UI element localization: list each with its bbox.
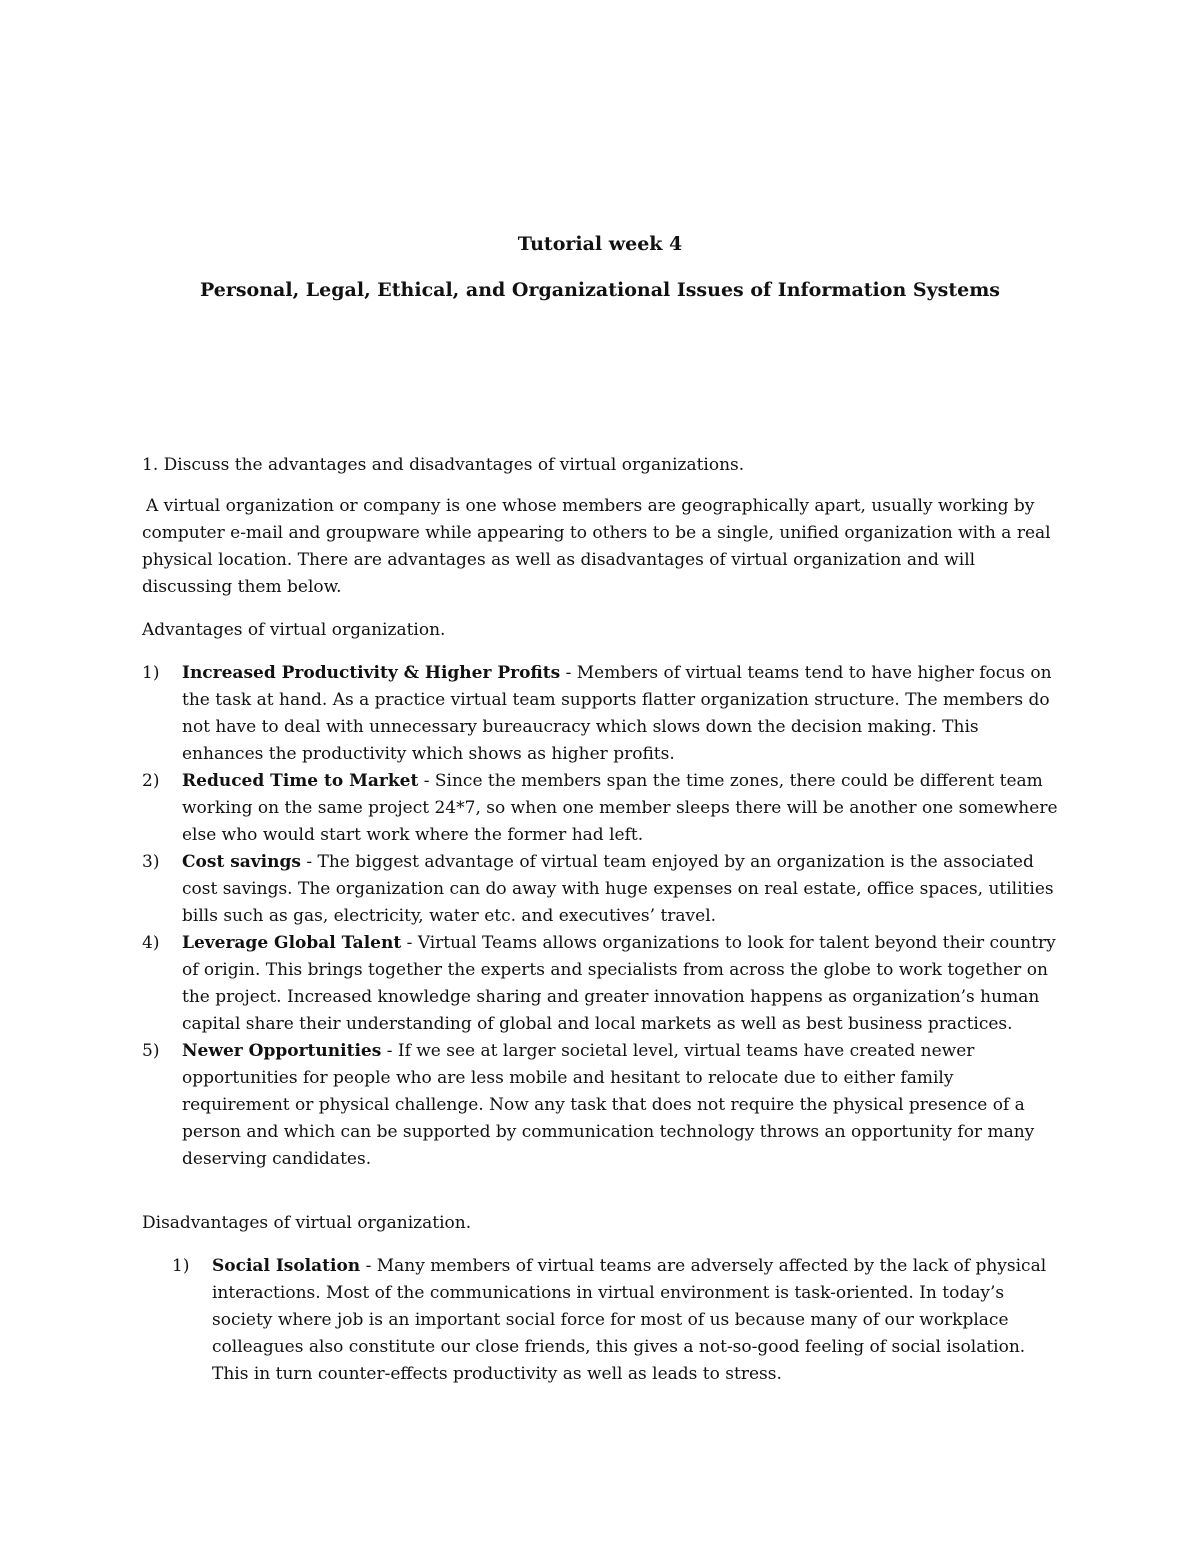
advantage-description: - Members of virtual teams tend to have higher focus on the task at hand. As a practice virtual team supports flatter organization structure. The members do not have to deal with unnecessary bureaucracy which slows down the decision making. This enhances the productivity which shows as higher profits. bbox=[182, 663, 1052, 764]
list-number: 1) bbox=[142, 663, 160, 683]
advantage-item bbox=[142, 930, 1062, 1038]
disadvantage-term: Social Isolation bbox=[212, 1256, 361, 1276]
disadvantages-heading: Disadvantages of virtual organization. bbox=[142, 1213, 472, 1233]
list-number: 3) bbox=[142, 852, 160, 872]
list-number: 5) bbox=[142, 1041, 160, 1061]
list-number: 4) bbox=[142, 933, 160, 953]
document-subtitle: Personal, Legal, Ethical, and Organizational Issues of Information Systems bbox=[199, 279, 1000, 301]
advantage-term: Newer Opportunities bbox=[182, 1041, 382, 1061]
advantage-term: Reduced Time to Market bbox=[182, 771, 419, 791]
advantage-item bbox=[142, 660, 1062, 768]
document-title: Tutorial week 4 bbox=[517, 233, 683, 255]
advantage-term: Cost savings bbox=[182, 852, 301, 872]
advantage-item bbox=[142, 1038, 1062, 1173]
advantage-item bbox=[142, 768, 1062, 849]
intro-paragraph: A virtual organization or company is one whose members are geographically apart, usually working by computer e-mail and groupware while appearing to others to be a single, unified organization with a real physical location. There are advantages as well as disadvantages of virtual organization and will discussing them below. bbox=[142, 496, 1051, 597]
list-number: 2) bbox=[142, 771, 160, 791]
advantage-item bbox=[142, 849, 1062, 930]
disadvantage-item bbox=[172, 1253, 1062, 1388]
disadvantages-list bbox=[172, 1253, 1062, 1388]
disadvantage-description: - Many members of virtual teams are adversely affected by the lack of physical interactions. Most of the communications in virtual environment is task-oriented. In today’s society where job is an important social force for most of us because many of our workplace colleagues also constitute our close friends, this gives a not-so-good feeling of social isolation. This in turn counter-effects productivity as well as leads to stress. bbox=[212, 1256, 1047, 1384]
question-text: 1. Discuss the advantages and disadvantages of virtual organizations. bbox=[142, 455, 745, 475]
advantages-list bbox=[142, 660, 1062, 1173]
advantages-heading: Advantages of virtual organization. bbox=[142, 620, 446, 640]
advantage-description: - Virtual Teams allows organizations to look for talent beyond their country of origin. This brings together the experts and specialists from across the globe to work together on the project. Increased knowledge sharing and greater innovation happens as organization’s human capital share their understanding of global and local markets as well as best business practices. bbox=[182, 933, 1056, 1034]
advantage-term: Leverage Global Talent bbox=[182, 933, 402, 953]
advantage-description: - If we see at larger societal level, virtual teams have created newer opportunities for people who are less mobile and hesitant to relocate due to either family requirement or physical challenge. Now any task that does not require the physical presence of a person and which can be supported by communication technology throws an opportunity for many deserving candidates. bbox=[182, 1041, 1035, 1169]
list-number: 1) bbox=[172, 1256, 190, 1276]
advantage-term: Increased Productivity & Higher Profits bbox=[182, 663, 561, 683]
advantage-description: - The biggest advantage of virtual team enjoyed by an organization is the associated cost savings. The organization can do away with huge expenses on real estate, office spaces, utilities bills such as gas, electricity, water etc. and executives’ travel. bbox=[182, 852, 1054, 926]
advantage-description: - Since the members span the time zones, there could be different team working on the same project 24*7, so when one member sleeps there will be another one somewhere else who would start work where the former had left. bbox=[182, 771, 1058, 845]
